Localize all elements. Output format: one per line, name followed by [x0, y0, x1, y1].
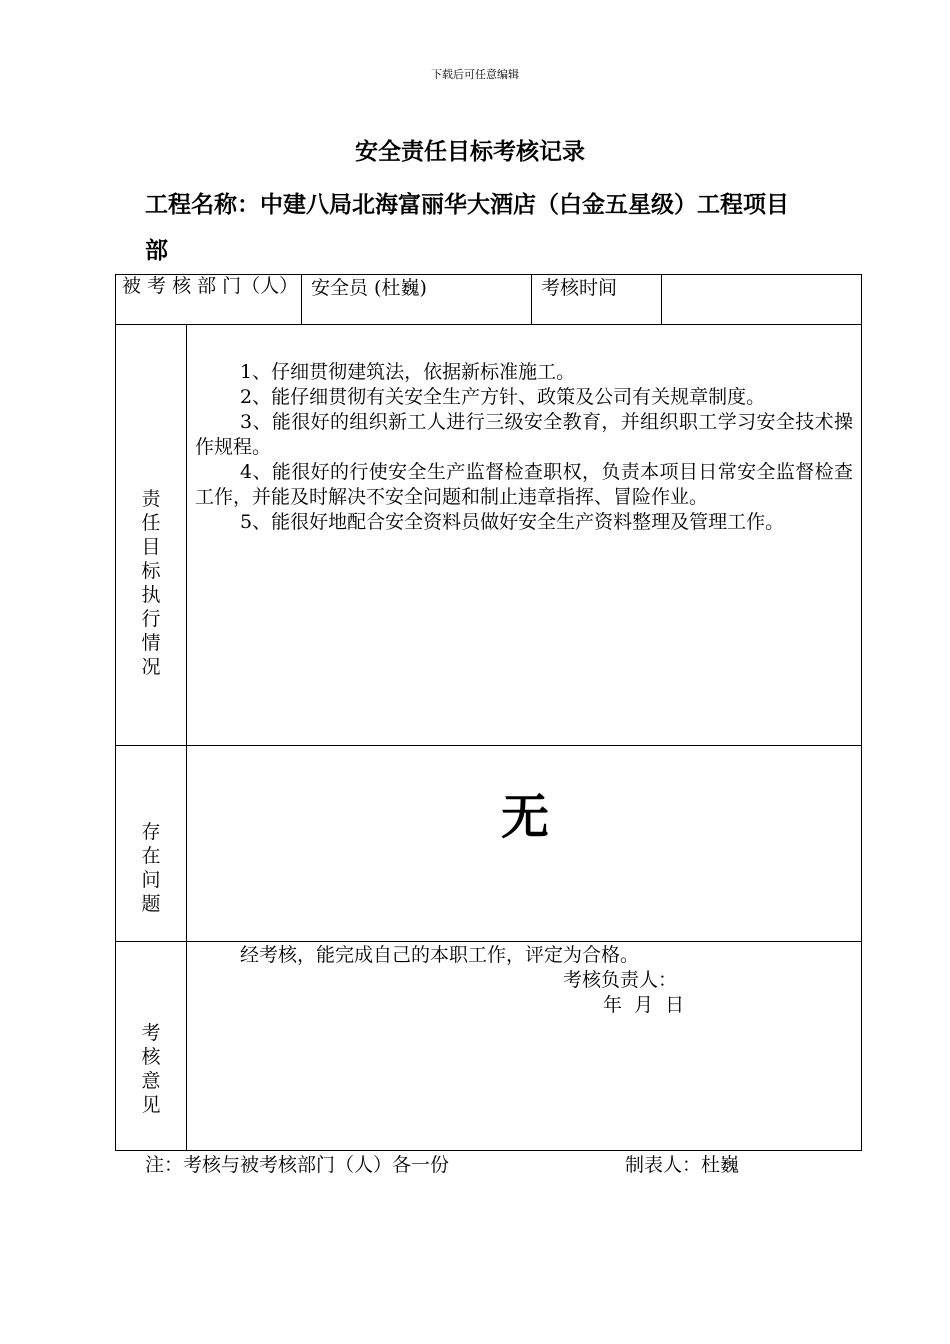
goal-label: 责任目标执行情况	[141, 488, 161, 678]
goal-items	[195, 360, 853, 535]
document-title: 安全责任目标考核记录	[355, 139, 585, 165]
footer-maker: 制表人：杜巍	[625, 1154, 740, 1176]
project-name: 工程名称：中建八局北海富丽华大酒店（白金五星级）工程项目部	[145, 192, 789, 264]
goal-item: 2、能仔细贯彻有关安全生产方针、政策及公司有关规章制度。	[240, 386, 766, 408]
opinion-label: 考核意见	[141, 1022, 161, 1116]
dept-value: 安全员 (杜巍)	[311, 277, 427, 299]
footer-note: 注：考核与被考核部门（人）各一份	[145, 1154, 450, 1176]
time-label: 考核时间	[541, 277, 618, 299]
responsible-label: 考核负责人：	[563, 969, 678, 991]
dept-label: 被 考 核 部 门（人）	[122, 275, 299, 297]
goal-item: 4、能很好的行使安全生产监督检查职权，负责本项目日常安全监督检查工作，并能及时解决不安全问题和制止违章指挥、冒险作业。	[195, 461, 853, 508]
opinion-text: 经考核，能完成自己的本职工作，评定为合格。	[240, 944, 640, 966]
header-note: 下载后可任意编辑	[431, 68, 519, 81]
date-label: 年 月 日	[603, 994, 685, 1016]
goal-item: 1、仔细贯彻建筑法，依据新标准施工。	[240, 361, 576, 383]
issue-value: 无	[500, 789, 549, 845]
issue-label: 存在问题	[141, 821, 161, 915]
goal-item: 5、能很好地配合安全资料员做好安全生产资料整理及管理工作。	[240, 511, 785, 533]
goal-item: 3、能很好的组织新工人进行三级安全教育，并组织职工学习安全技术操作规程。	[195, 411, 853, 458]
